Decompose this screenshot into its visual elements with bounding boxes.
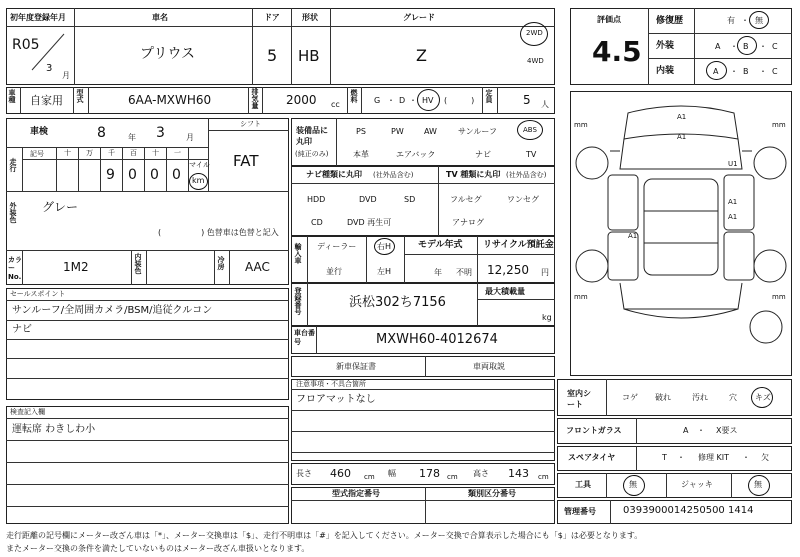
windshield-header: フロントガラス <box>566 426 622 435</box>
recycle-unit: 円 <box>541 268 549 277</box>
mileage-mile: マイル <box>189 161 210 169</box>
fuel-dot2: ・ <box>409 96 417 105</box>
mileage-sub: 記号 <box>30 150 44 158</box>
import-parallel: 並行 <box>326 267 342 276</box>
diagram-mm-1: mm <box>574 121 588 129</box>
spare-kit: 修理 KIT <box>698 453 730 462</box>
inspection-year-unit: 年 <box>128 133 136 142</box>
shift-value: FAT <box>233 152 259 170</box>
inspector-line-1: 運転席 わきしわ小 <box>12 424 96 435</box>
mileage-digit-2: 0 <box>150 167 159 183</box>
diagram-mark-2: A1 <box>677 133 687 141</box>
diagram-mm-3: mm <box>574 293 588 301</box>
exterior-c: C <box>772 42 778 51</box>
equip-abs: ABS <box>523 126 537 134</box>
mileage-digit-3: 0 <box>172 167 181 183</box>
spare-dot2: ・ <box>742 453 750 462</box>
load-unit: kg <box>542 313 552 322</box>
tools-header: 工具 <box>575 480 591 489</box>
height-label: 高さ <box>473 469 489 478</box>
color-header: 外装色 <box>9 202 17 223</box>
navi-dvd-play: DVD 再生可 <box>347 218 392 227</box>
diagram-mark-6: A1 <box>628 232 638 240</box>
chassis-header: 車台番号 <box>294 329 315 347</box>
recycle-value: 12,250 <box>487 263 529 277</box>
type-label: 型式指定番号 <box>332 489 380 498</box>
width-label: 幅 <box>388 469 396 478</box>
category-label: 類別区分番号 <box>468 489 516 498</box>
reg-era: R05 <box>12 37 40 53</box>
disp-value: 2000 <box>286 93 317 107</box>
model-value: 6AA-MXWH60 <box>128 93 212 107</box>
mileage-unit-5: 一 <box>174 149 181 157</box>
diagram-mark-1: A1 <box>677 113 687 121</box>
inspection-year: 8 <box>97 125 106 141</box>
seat-ana: 穴 <box>729 393 737 402</box>
fuel-hv: HV <box>422 96 434 105</box>
navi-dvd: DVD <box>359 195 377 204</box>
color-note: ( ) 色替車は色替と記入 <box>158 228 279 237</box>
plate-header: 登録番号 <box>294 287 302 315</box>
score-value: 4.5 <box>592 35 642 68</box>
inspection-month-unit: 月 <box>186 133 194 142</box>
import-left: 左H <box>377 267 392 276</box>
mgmt-header: 管理番号 <box>564 507 596 516</box>
mileage-header: 走行 <box>9 158 17 172</box>
equip-navi: ナビ <box>475 150 491 159</box>
inspection-month: 3 <box>156 125 165 141</box>
shape-header: 形状 <box>302 13 318 22</box>
capacity-header: 定員 <box>485 89 493 103</box>
grade-header: グレード <box>403 13 435 22</box>
warranty-label: 新車保証書 <box>336 362 376 371</box>
equip-sub: (純正のみ) <box>295 150 329 158</box>
model-year-unit: 年 <box>434 268 442 277</box>
reg-header: 初年度登録年月 <box>10 13 66 22</box>
name-header: 車名 <box>152 13 168 22</box>
spare-t: T <box>662 453 667 462</box>
exterior-dot1: ・ <box>730 42 738 51</box>
exterior-dot2: ・ <box>759 42 767 51</box>
mileage-unit-2: 千 <box>108 149 115 157</box>
tools-value: 無 <box>629 480 637 489</box>
mileage-digit-1: 0 <box>128 167 137 183</box>
exterior-b: B <box>743 42 749 51</box>
use-header: 車種 <box>8 89 16 103</box>
mileage-unit-4: 十 <box>152 149 159 157</box>
notes-line-1: フロアマットなし <box>296 394 376 405</box>
equip-airbag: エアバック <box>396 150 436 159</box>
capacity-unit: 人 <box>541 100 549 109</box>
seat-kizu: キズ <box>755 393 771 402</box>
seat-header: 室内シート <box>567 389 591 410</box>
drive-2wd: 2WD <box>526 29 543 37</box>
tv-fullseg: フルセグ <box>450 195 482 204</box>
aircon-header: 冷房 <box>217 256 225 270</box>
model-year-unknown: 不明 <box>456 268 472 277</box>
mileage-km: km <box>192 176 205 185</box>
color-value: グレー <box>42 200 79 214</box>
disp-unit: cc <box>331 100 340 109</box>
fuel-dot1: ・ <box>387 96 395 105</box>
seat-yogore: 汚れ <box>692 393 708 402</box>
chassis-value: MXWH60-4012674 <box>376 332 498 347</box>
spare-missing: 欠 <box>761 453 769 462</box>
fuel-paren: ( ) <box>444 96 475 105</box>
diagram-mark-4: A1 <box>728 198 738 206</box>
interior-b: B <box>743 67 749 76</box>
aircon-value: AAC <box>245 260 270 274</box>
sales-line-1: サンルーフ/全周囲カメラ/BSM/追従クルコン <box>12 305 213 316</box>
model-header: 型式 <box>76 89 84 103</box>
navi-hdd: HDD <box>307 195 326 204</box>
mileage-unit-1: 万 <box>86 149 93 157</box>
color-no-value: 1M2 <box>63 260 89 274</box>
repair-header: 修復歴 <box>656 16 684 26</box>
equip-pw: PW <box>391 127 404 136</box>
disp-header: 排気量 <box>251 88 259 109</box>
jack-label: ジャッキ <box>681 480 713 489</box>
equip-leather: 本革 <box>353 150 369 159</box>
shift-header: シフト <box>240 120 261 128</box>
equip-sunroof: サンルーフ <box>458 127 497 136</box>
name-value: プリウス <box>140 46 196 62</box>
manual-label: 車両取説 <box>473 362 505 371</box>
length-unit: cm <box>364 473 375 481</box>
exterior-a: A <box>715 42 721 51</box>
score-header: 評価点 <box>597 15 621 24</box>
top-row-box <box>6 8 555 85</box>
windshield-dot: ・ <box>697 426 705 435</box>
length-label: 長さ <box>296 469 312 478</box>
door-value: 5 <box>267 46 278 65</box>
repair-yes: 有 <box>727 16 735 25</box>
fuel-header: 燃料 <box>350 89 358 103</box>
use-value: 自家用 <box>30 94 63 107</box>
width-value: 178 <box>419 467 440 480</box>
fuel-d: D <box>399 96 406 105</box>
drive-4wd: 4WD <box>527 57 544 65</box>
import-dealer: ディーラー <box>317 242 357 251</box>
footer-line-1: 走行距離の記号欄にメーター改ざん車は「*」、メーター交換車は「$」、走行不明車は「#」を記入してください。メーター交換で合算表示した場合にも「$」は必要となります。 <box>6 531 643 540</box>
repair-dot: ・ <box>741 16 749 25</box>
diagram-mark-3: U1 <box>728 160 738 168</box>
equip-aw: AW <box>424 127 437 136</box>
grade-value: Z <box>416 46 427 65</box>
mileage-unit-3: 百 <box>130 149 137 157</box>
inspector-header: 検査記入欄 <box>10 408 45 416</box>
footer-line-2: またメーター交換の条件を満たしていないものはメーター改ざん車扱いとなります。 <box>6 544 310 553</box>
seat-koge: コゲ <box>622 393 638 402</box>
import-header: 輸入車 <box>294 243 302 264</box>
height-unit: cm <box>538 473 549 481</box>
diagram-mark-5: A1 <box>728 213 738 221</box>
mileage-unit-0: 十 <box>64 149 71 157</box>
int-color-header: 内装色 <box>134 253 142 274</box>
plate-value: 浜松302ち7156 <box>349 295 446 310</box>
reg-month: 3 <box>46 63 53 74</box>
door-header: ドア <box>264 13 280 22</box>
length-value: 460 <box>330 467 351 480</box>
load-header: 最大積載量 <box>485 287 525 296</box>
fuel-g: G <box>374 96 381 105</box>
interior-dot2: ・ <box>759 67 767 76</box>
recycle-header: リサイクル預託金 <box>483 240 554 250</box>
width-unit: cm <box>447 473 458 481</box>
repair-no: 無 <box>755 16 763 25</box>
capacity-value: 5 <box>523 93 531 107</box>
tv-analog: アナログ <box>452 218 484 227</box>
interior-c: C <box>772 67 778 76</box>
height-value: 143 <box>508 467 529 480</box>
spare-header: スペアタイヤ <box>568 453 616 462</box>
jack-value: 無 <box>754 480 762 489</box>
model-year-header: モデル年式 <box>418 240 463 250</box>
tv-sub: (社外品含む) <box>506 171 547 179</box>
windshield-a: A <box>683 426 689 435</box>
navi-sd: SD <box>404 195 416 204</box>
navi-cd: CD <box>311 218 323 227</box>
exterior-header: 外装 <box>656 41 675 51</box>
warranty-box <box>291 356 555 377</box>
equip-header: 装備品に丸印 <box>296 126 328 147</box>
notes-header: 注意事項・不具合箇所 <box>296 380 366 388</box>
navi-sub: (社外品含む) <box>373 171 414 179</box>
equip-ps: PS <box>356 127 366 136</box>
shape-value: HB <box>298 47 320 65</box>
mgmt-value: 0393900014250500 1414 <box>623 505 754 516</box>
spare-dot1: ・ <box>677 453 685 462</box>
tv-header: TV 種類に丸印 <box>446 170 501 179</box>
sales-header: セールスポイント <box>10 290 66 298</box>
notes-box <box>291 379 555 461</box>
import-right: 右H <box>377 242 392 251</box>
tv-oneseg: ワンセグ <box>507 195 539 204</box>
mileage-digit-0: 9 <box>106 167 115 183</box>
windshield-x: X要ス <box>716 426 738 435</box>
interior-header: 内装 <box>656 66 675 76</box>
navi-header: ナビ種類に丸印 <box>306 170 362 179</box>
diagram-mm-2: mm <box>772 121 786 129</box>
equip-tv: TV <box>526 150 537 159</box>
reg-month-unit: 月 <box>62 71 70 80</box>
color-no-header: カラーNo. <box>8 256 22 281</box>
seat-yabure: 破れ <box>655 393 671 402</box>
sales-line-2: ナビ <box>12 324 32 335</box>
diagram-mm-4: mm <box>772 293 786 301</box>
interior-dot1: ・ <box>730 67 738 76</box>
interior-a: A <box>713 67 719 76</box>
inspection-header: 車検 <box>30 127 49 137</box>
